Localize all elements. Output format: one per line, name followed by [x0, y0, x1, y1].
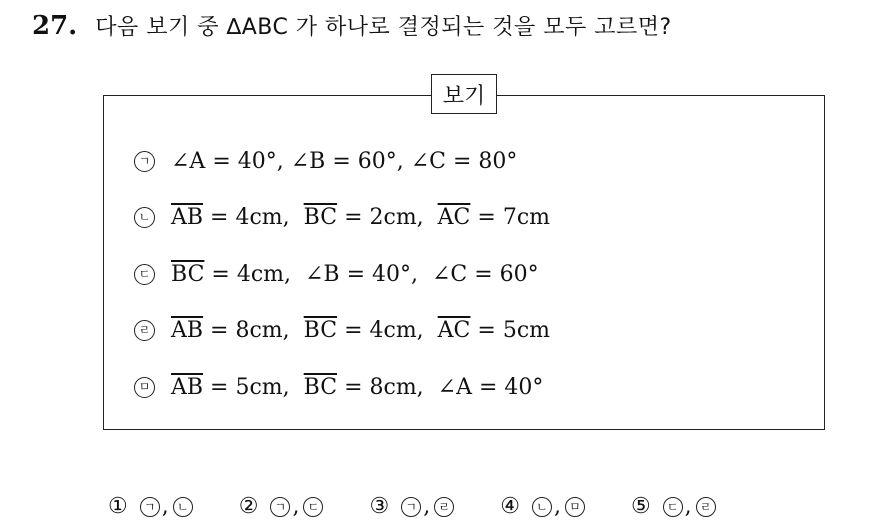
item-marker: ㄴ [134, 207, 155, 228]
answer-choice-3[interactable]: ③ ㄱ , ㄹ [369, 494, 454, 519]
answer-choices [108, 494, 716, 519]
segment-label: $\overline{AC}$ [437, 317, 471, 343]
item-marker: ㄷ [134, 264, 155, 285]
example-item-4 [134, 314, 550, 346]
item-marker: ㄱ [134, 151, 155, 172]
item-marker: ㄹ [134, 320, 155, 341]
choice-marker: ㄱ [140, 497, 160, 517]
expression-text: = 8cm, [203, 317, 304, 343]
expression-text: = 4cm, ∠B = 40°, ∠C = 60° [204, 261, 539, 287]
example-box-title: 보기 [431, 74, 497, 114]
expression-text: = 4cm, [337, 317, 438, 343]
expression-text: = 8cm, ∠A = 40° [337, 374, 544, 400]
choice-marker: ㄹ [434, 497, 454, 517]
segment-label: $\overline{BC}$ [171, 261, 205, 287]
choice-marker: ㄱ [401, 497, 421, 517]
choice-number: ⑤ [630, 494, 651, 519]
expression-text: = 4cm, [203, 204, 304, 230]
example-item-2 [134, 201, 550, 233]
expression-text: = 5cm, [203, 374, 304, 400]
segment-label: $\overline{AB}$ [171, 317, 204, 343]
question [32, 10, 672, 41]
answer-choice-5[interactable]: ⑤ ㄷ , ㄹ [631, 494, 716, 519]
choice-number: ④ [500, 494, 520, 519]
choice-marker: ㄴ [532, 497, 552, 517]
choice-marker: ㅁ [565, 497, 585, 517]
item-expression [171, 318, 550, 343]
item-expression [171, 205, 550, 230]
segment-label: $\overline{AB}$ [171, 204, 204, 230]
choice-number: ③ [369, 494, 390, 519]
question-number: 27. [32, 11, 78, 41]
choice-marker: ㄹ [696, 497, 716, 517]
segment-label: $\overline{AC}$ [437, 204, 471, 230]
choice-marker: ㄷ [303, 497, 323, 517]
answer-choice-2[interactable]: ② ㄱ , ㄷ [239, 494, 324, 519]
expression-text: = 2cm, [337, 204, 438, 230]
segment-label: $\overline{BC}$ [303, 374, 338, 400]
example-item-5 [134, 371, 543, 403]
expression-text: = 7cm [470, 204, 551, 230]
item-expression [171, 262, 539, 287]
choice-marker: ㄷ [663, 497, 683, 517]
item-marker: ㅁ [134, 377, 155, 398]
segment-label: $\overline{BC}$ [303, 204, 338, 230]
segment-label: $\overline{BC}$ [303, 317, 338, 343]
question-text: 다음 보기 중 ∆ABC 가 하나로 결정되는 것을 모두 고르면? [95, 15, 672, 40]
answer-choice-1[interactable]: ① ㄱ , ㄴ [108, 494, 193, 519]
item-expression: ∠A = 40°, ∠B = 60°, ∠C = 80° [171, 148, 518, 174]
example-item-1 [134, 145, 517, 177]
expression-text: = 5cm [470, 317, 551, 343]
choice-number: ① [108, 494, 128, 519]
choice-marker: ㄱ [270, 497, 290, 517]
answer-choice-4[interactable]: ④ ㄴ , ㅁ [500, 494, 585, 519]
choice-number: ② [238, 494, 259, 519]
segment-label: $\overline{AB}$ [171, 374, 204, 400]
item-expression [171, 375, 543, 400]
example-item-3 [134, 258, 539, 290]
choice-marker: ㄴ [173, 497, 193, 517]
